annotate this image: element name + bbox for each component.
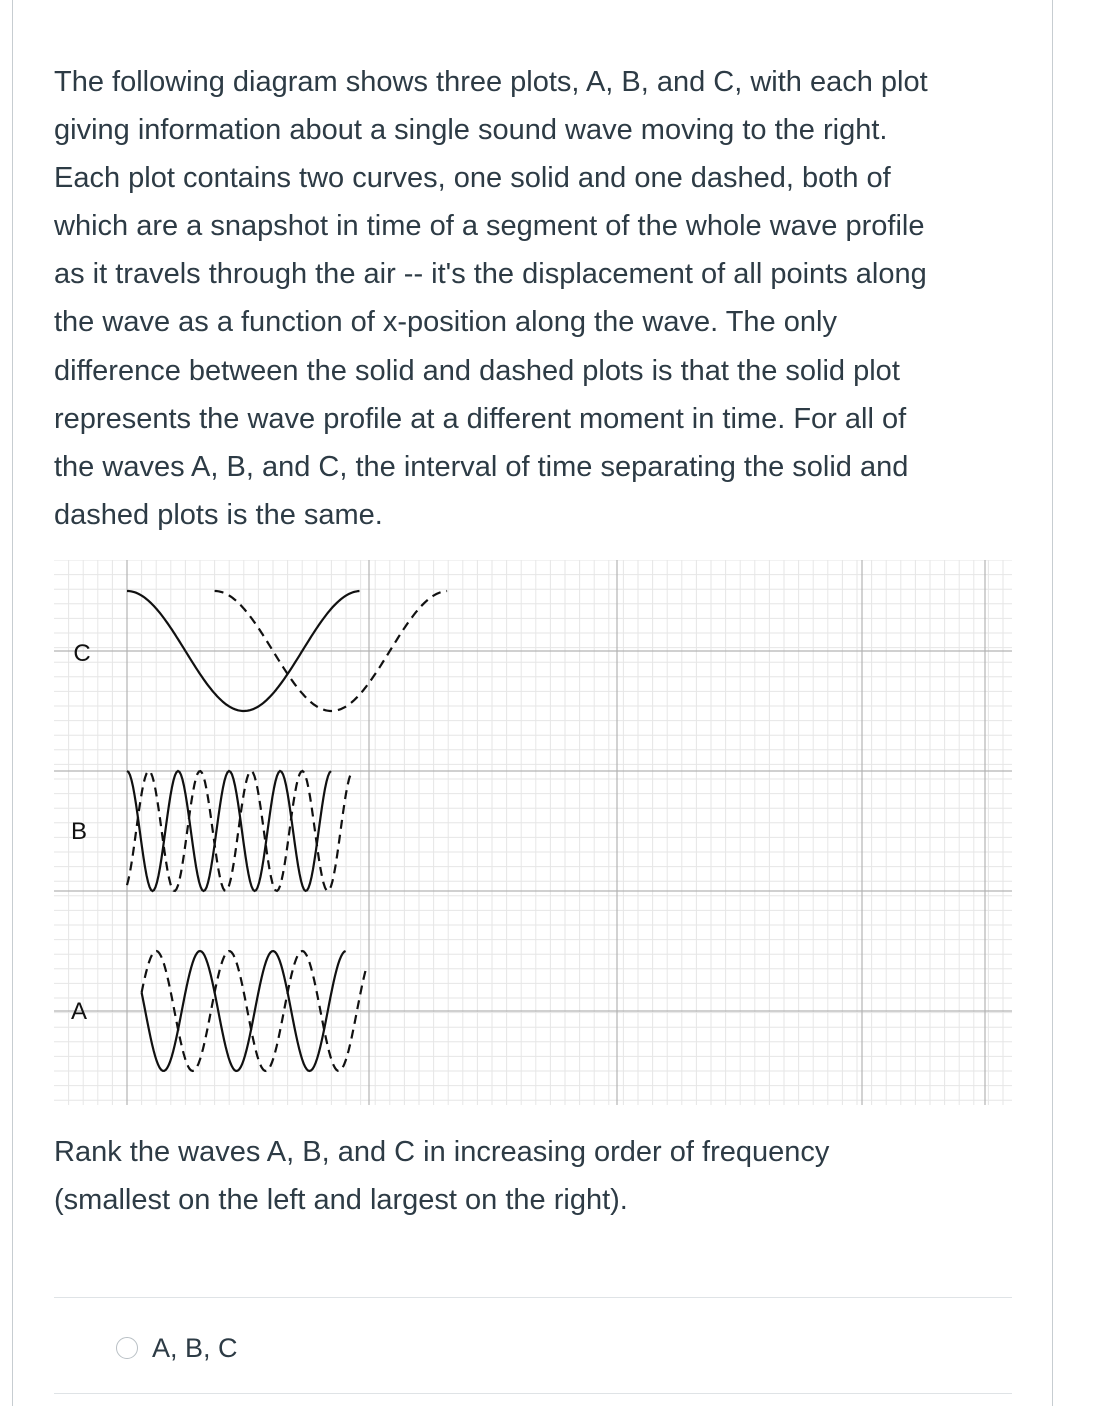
question-line: the waves A, B, and C, the interval of time separating the solid and	[54, 450, 909, 483]
right-border	[1052, 0, 1053, 1406]
question-line: represents the wave profile at a different moment in time. For all of	[54, 402, 907, 435]
radio-button[interactable]	[116, 1337, 138, 1359]
prompt-line: (smallest on the left and largest on the right).	[54, 1184, 628, 1216]
question-line: as it travels through the air -- it's the displacement of all points along	[54, 258, 927, 291]
answer-divider-top	[54, 1297, 1012, 1298]
question-line: Each plot contains two curves, one solid and one dashed, both of	[54, 162, 891, 195]
question-line: The following diagram shows three plots, A, B, and C, with each plot	[54, 66, 928, 98]
answer-option-label: A, B, C	[152, 1332, 238, 1363]
grid	[54, 560, 1012, 1105]
plot-label-c: C	[73, 640, 91, 667]
answer-option[interactable]	[116, 1325, 238, 1371]
left-border	[12, 0, 13, 1406]
question-line: dashed plots is the same.	[54, 498, 383, 531]
wave-diagram	[54, 560, 1012, 1105]
question-line: giving information about a single sound wave moving to the right.	[54, 114, 888, 147]
question-line: the wave as a function of x-position along the wave. The only	[54, 306, 837, 339]
question-text	[54, 58, 1024, 539]
question-line: which are a snapshot in time of a segment of the whole wave profile	[54, 210, 925, 243]
wave-diagram-svg	[54, 560, 1012, 1105]
wave-curves	[127, 591, 447, 1071]
prompt-line: Rank the waves A, B, and C in increasing order of frequency	[54, 1136, 830, 1168]
ranking-prompt	[54, 1128, 1024, 1224]
answer-divider-bottom	[54, 1393, 1012, 1394]
plot-label-a: A	[70, 998, 88, 1025]
plot-label-b: B	[70, 818, 88, 845]
question-line: difference between the solid and dashed plots is that the solid plot	[54, 354, 900, 387]
